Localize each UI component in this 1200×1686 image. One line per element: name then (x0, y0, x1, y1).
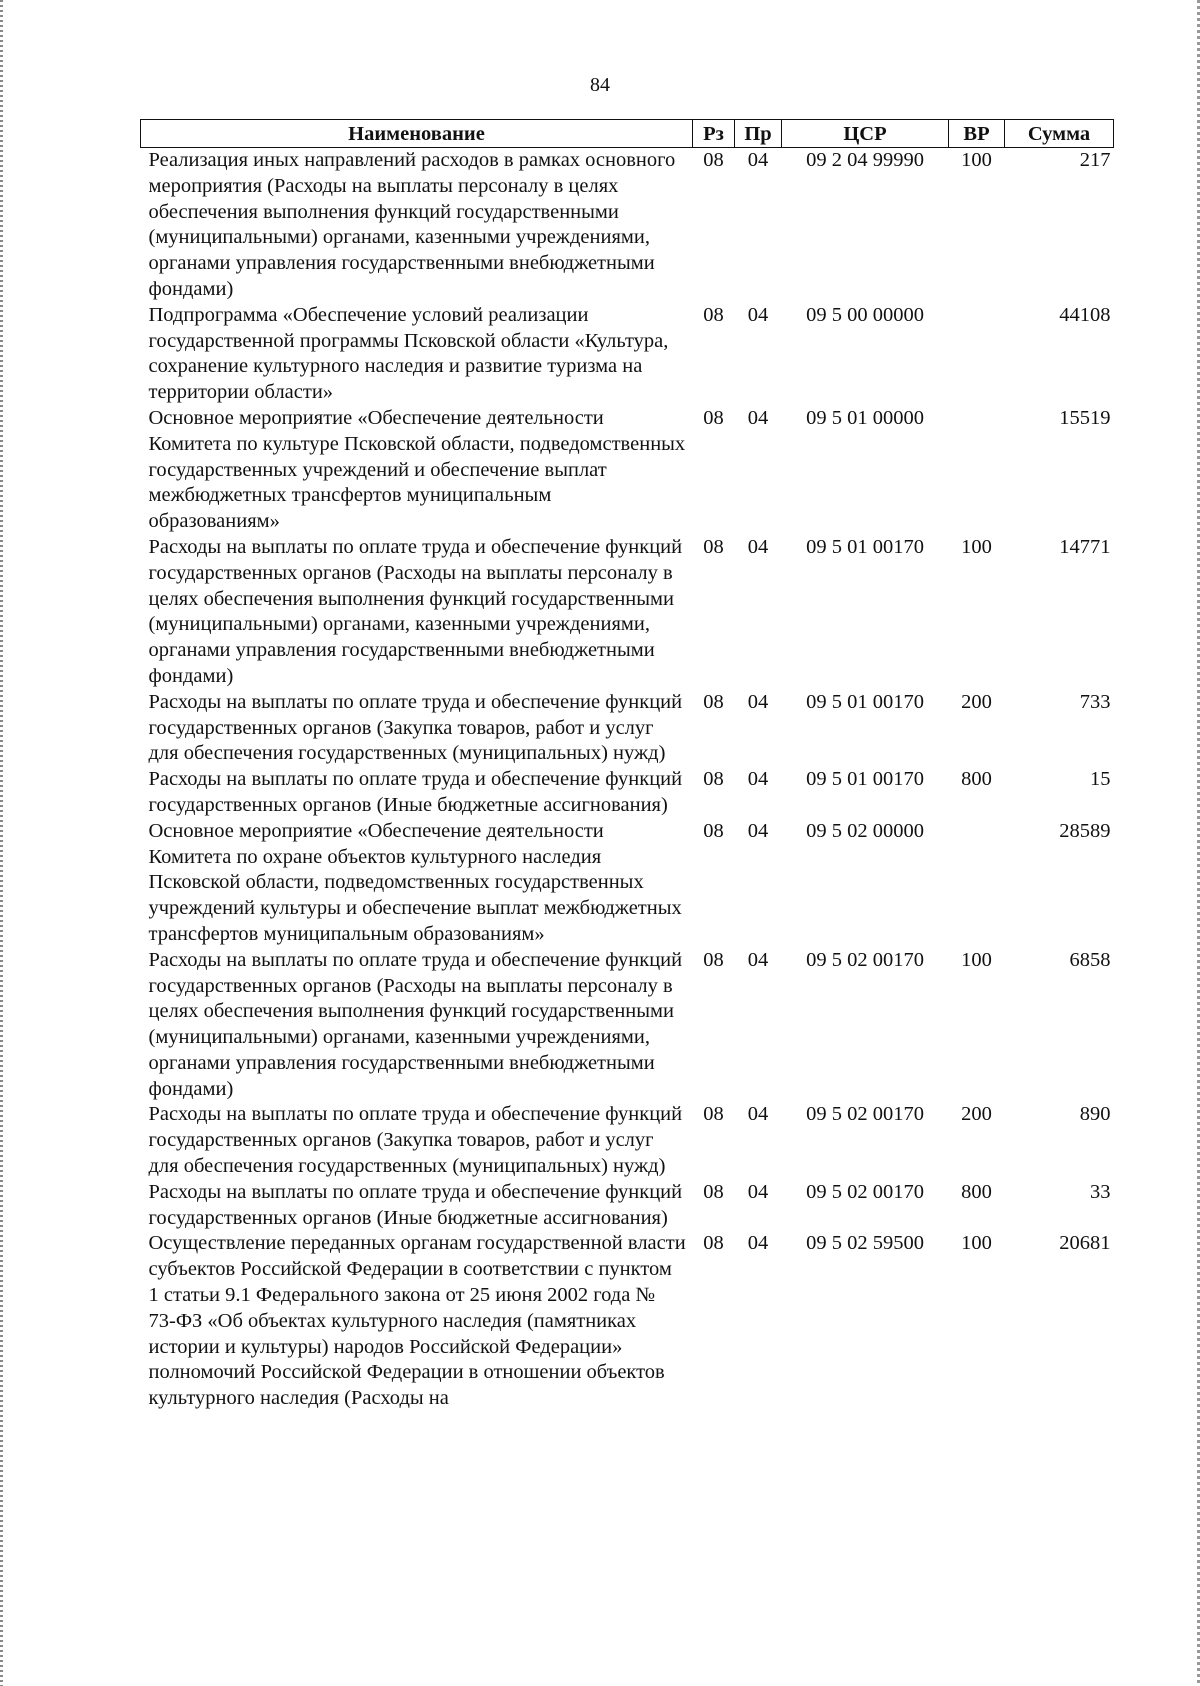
cell-csr: 09 5 01 00170 (806, 535, 924, 558)
cell-name: Подпрограмма «Обеспечение условий реализации государственной программы Псковской области «Культура, сохранение культурного наследия и развитие туризма на территории области» (148, 303, 669, 404)
cell-rz: 08 (703, 768, 724, 791)
cell-sum: 20681 (1059, 1232, 1111, 1255)
cell-vr (949, 406, 1005, 535)
cell-pr: 04 (747, 768, 769, 791)
cell-sum: 6858 (1069, 948, 1111, 971)
cell-pr: 04 (747, 535, 769, 558)
header-vr: ВР (949, 120, 1005, 148)
table-row (141, 148, 1114, 303)
cell-rz: 08 (703, 303, 724, 326)
cell-vr (949, 819, 1005, 948)
cell-rz: 08 (703, 819, 724, 842)
table-row (141, 1102, 1114, 1179)
cell-pr: 04 (747, 406, 769, 429)
cell-rz: 08 (703, 149, 724, 171)
cell-rz: 08 (703, 690, 724, 713)
budget-table (140, 119, 1114, 1412)
cell-vr: 100 (961, 1232, 992, 1255)
cell-name: Осуществление переданных органам государственной власти субъектов Российской Федерации в соответствии с пунктом 1 статьи 9.1 Федерального закона от 25 июня 2002 года № 73-ФЗ «Об объектах культурного наследия (памятниках истории и культуры) народов Российской Федерации» полномочий Российской Федерации в отношении объектов культурного наследия (Расходы на (148, 1232, 686, 1410)
cell-csr: 09 5 02 00170 (806, 948, 924, 971)
cell-sum: 15519 (1059, 406, 1111, 429)
cell-name: Основное мероприятие «Обеспечение деятельности Комитета по культуре Псковской области, подведомственных государственных учреждений и обеспечение выплат межбюджетных трансфертов муниципальным образованиям» (148, 406, 686, 533)
cell-rz: 08 (703, 948, 724, 971)
header-sum: Сумма (1005, 120, 1114, 148)
cell-pr: 04 (747, 690, 769, 713)
header-csr: ЦСР (782, 120, 949, 148)
cell-csr: 09 5 02 00170 (806, 1180, 924, 1203)
header-row (141, 120, 1114, 148)
table-row (141, 690, 1114, 767)
cell-name: Расходы на выплаты по оплате труда и обеспечение функций государственных органов (Закупка товаров, работ и услуг для обеспечения государственных (муниципальных) нужд) (148, 1103, 683, 1178)
cell-sum: 217 (1079, 149, 1111, 171)
cell-name: Расходы на выплаты по оплате труда и обеспечение функций государственных органов (Расходы на выплаты персоналу в целях обеспечения выполнения функций государственными (муниципальными) органами, казенными учреждениями, органами управления государственными внебюджетными фондами) (148, 535, 683, 687)
cell-csr: 09 5 01 00170 (806, 768, 924, 791)
cell-vr: 100 (961, 149, 992, 171)
cell-vr (949, 303, 1005, 406)
scan-edge-left (0, 0, 3, 1686)
cell-csr: 09 5 00 00000 (806, 303, 924, 326)
cell-pr: 04 (747, 1232, 769, 1255)
cell-pr: 04 (747, 1180, 769, 1203)
header-rz: Рз (693, 120, 735, 148)
table-row (141, 819, 1114, 948)
cell-rz: 08 (703, 1103, 724, 1126)
cell-sum: 33 (1090, 1180, 1111, 1203)
cell-vr: 800 (961, 768, 992, 791)
cell-sum: 15 (1090, 768, 1111, 791)
cell-vr: 200 (961, 1103, 992, 1126)
cell-pr: 04 (747, 303, 769, 326)
cell-rz: 08 (703, 1232, 724, 1255)
cell-sum: 890 (1079, 1103, 1111, 1126)
header-name: Наименование (141, 120, 693, 148)
cell-rz: 08 (703, 1180, 724, 1203)
cell-pr: 04 (747, 149, 769, 171)
table-row (141, 303, 1114, 406)
cell-sum: 28589 (1059, 819, 1111, 842)
table-row (141, 535, 1114, 690)
cell-name: Расходы на выплаты по оплате труда и обеспечение функций государственных органов (Иные бюджетные ассигнования) (148, 768, 683, 816)
cell-vr: 100 (961, 948, 992, 971)
table-row (141, 767, 1114, 819)
cell-sum: 44108 (1059, 303, 1111, 326)
table-row (141, 1231, 1114, 1412)
cell-pr: 04 (747, 948, 769, 971)
cell-rz: 08 (703, 535, 724, 558)
cell-name: Расходы на выплаты по оплате труда и обеспечение функций государственных органов (Расходы на выплаты персоналу в целях обеспечения выполнения функций государственными (муниципальными) органами, казенными учреждениями, органами управления государственными внебюджетными фондами) (148, 948, 683, 1100)
cell-pr: 04 (747, 819, 769, 842)
cell-vr: 800 (961, 1180, 992, 1203)
cell-sum: 14771 (1059, 535, 1111, 558)
cell-vr: 200 (961, 690, 992, 713)
cell-name: Расходы на выплаты по оплате труда и обеспечение функций государственных органов (Иные бюджетные ассигнования) (148, 1180, 683, 1229)
cell-csr: 09 5 02 00000 (806, 819, 924, 842)
cell-sum: 733 (1079, 690, 1111, 713)
table-row (141, 948, 1114, 1103)
table-row (141, 406, 1114, 535)
cell-vr: 100 (961, 535, 992, 558)
table-body (141, 148, 1114, 1413)
cell-csr: 09 2 04 99990 (806, 149, 924, 171)
page-number: 84 (590, 74, 610, 96)
header-pr: Пр (735, 120, 782, 148)
table-header (141, 120, 1114, 148)
cell-csr: 09 5 01 00000 (806, 406, 924, 429)
cell-csr: 09 5 02 59500 (806, 1232, 924, 1255)
table-row (141, 1180, 1114, 1232)
cell-rz: 08 (703, 406, 724, 429)
cell-name: Реализация иных направлений расходов в рамках основного мероприятия (Расходы на выплаты персоналу в целях обеспечения выполнения функций государственными (муниципальными) органами, казенными учреждениями, органами управления государственными внебюджетными фондами) (148, 149, 676, 300)
cell-pr: 04 (747, 1103, 769, 1126)
cell-name: Основное мероприятие «Обеспечение деятельности Комитета по охране объектов культурного наследия Псковской области, подведомственных государственных учреждений культуры и обеспечение выплат межбюджетных трансфертов муниципальным образованиям» (148, 819, 682, 945)
cell-name: Расходы на выплаты по оплате труда и обеспечение функций государственных органов (Закупка товаров, работ и услуг для обеспечения государственных (муниципальных) нужд) (148, 690, 683, 765)
cell-csr: 09 5 01 00170 (806, 690, 924, 713)
cell-csr: 09 5 02 00170 (806, 1103, 924, 1126)
